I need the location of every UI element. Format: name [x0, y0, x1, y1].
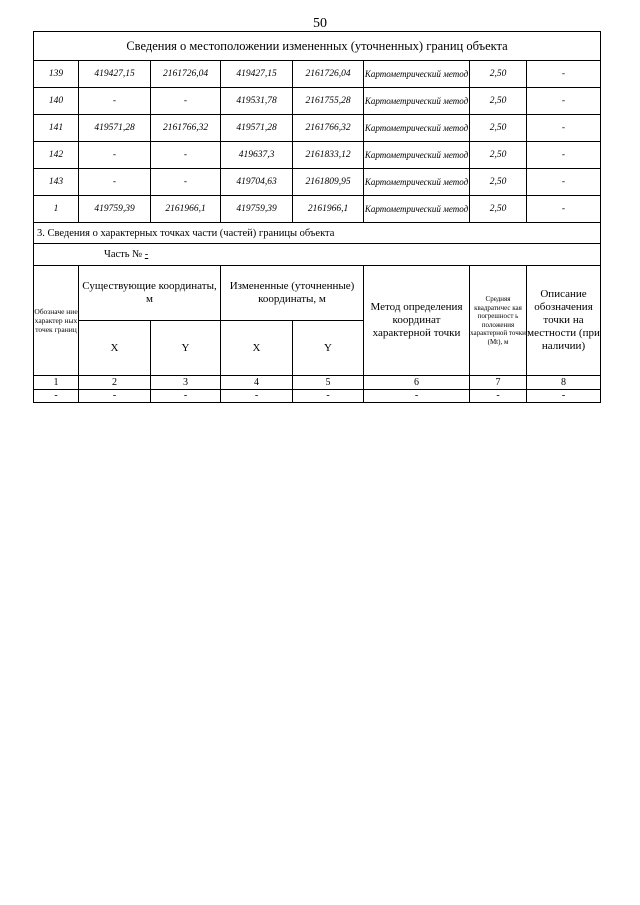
- existing-x-cell: -: [79, 88, 151, 115]
- empty-cell: -: [293, 390, 364, 403]
- mt-value-cell: 2,50: [470, 115, 527, 142]
- empty-data-row: [34, 390, 601, 403]
- description-cell: -: [527, 169, 601, 196]
- header-x-changed: X: [221, 321, 293, 376]
- empty-cell: -: [151, 390, 221, 403]
- method-cell: Картометрический метод: [364, 142, 470, 169]
- description-cell: -: [527, 142, 601, 169]
- header-designation: Обозначе ние характер ных точек границ: [34, 266, 79, 376]
- changed-y-cell: 2161755,28: [293, 88, 364, 115]
- empty-cell: -: [470, 390, 527, 403]
- changed-y-cell: 2161966,1: [293, 196, 364, 223]
- column-number: 3: [151, 376, 221, 390]
- part-label: Часть №: [104, 249, 143, 260]
- existing-y-cell: 2161966,1: [151, 196, 221, 223]
- mt-value-cell: 2,50: [470, 169, 527, 196]
- header-method: Метод определения координат характерной точки: [364, 266, 470, 376]
- changed-x-cell: 419759,39: [221, 196, 293, 223]
- mt-value-cell: 2,50: [470, 142, 527, 169]
- mt-value-cell: 2,50: [470, 88, 527, 115]
- column-number: 4: [221, 376, 293, 390]
- existing-y-cell: -: [151, 142, 221, 169]
- mt-value-cell: 2,50: [470, 61, 527, 88]
- changed-x-cell: 419704,63: [221, 169, 293, 196]
- section-title: Сведения о местоположении измененных (уточненных) границ объекта: [34, 32, 601, 61]
- method-cell: Картометрический метод: [364, 88, 470, 115]
- table-row: [34, 196, 601, 223]
- existing-x-cell: 419427,15: [79, 61, 151, 88]
- point-number-cell: 142: [34, 142, 79, 169]
- method-cell: Картометрический метод: [364, 115, 470, 142]
- changed-x-cell: 419427,15: [221, 61, 293, 88]
- description-cell: -: [527, 115, 601, 142]
- column-number: 2: [79, 376, 151, 390]
- header-y-existing: Y: [151, 321, 221, 376]
- column-number: 6: [364, 376, 470, 390]
- part-number-row: [34, 244, 601, 266]
- empty-cell: -: [79, 390, 151, 403]
- point-number-cell: 1: [34, 196, 79, 223]
- empty-cell: -: [34, 390, 79, 403]
- existing-y-cell: 2161726,04: [151, 61, 221, 88]
- point-number-cell: 143: [34, 169, 79, 196]
- column-number: 8: [527, 376, 601, 390]
- point-number-cell: 139: [34, 61, 79, 88]
- existing-y-cell: 2161766,32: [151, 115, 221, 142]
- empty-cell: -: [221, 390, 293, 403]
- changed-x-cell: 419531,78: [221, 88, 293, 115]
- empty-cell: -: [527, 390, 601, 403]
- page-number: 50: [313, 16, 327, 31]
- changed-y-cell: 2161766,32: [293, 115, 364, 142]
- point-number-cell: 141: [34, 115, 79, 142]
- column-numbers-row: [34, 376, 601, 390]
- empty-cell: -: [364, 390, 470, 403]
- point-number-cell: 140: [34, 88, 79, 115]
- mt-value-cell: 2,50: [470, 196, 527, 223]
- existing-y-cell: -: [151, 169, 221, 196]
- boundary-table: [33, 31, 601, 403]
- table-row: [34, 169, 601, 196]
- method-cell: Картометрический метод: [364, 196, 470, 223]
- part-value: -: [144, 249, 149, 260]
- table-row: [34, 115, 601, 142]
- header-x-existing: X: [79, 321, 151, 376]
- changed-y-cell: 2161833,12: [293, 142, 364, 169]
- existing-x-cell: -: [79, 142, 151, 169]
- header-y-changed: Y: [293, 321, 364, 376]
- existing-x-cell: 419759,39: [79, 196, 151, 223]
- method-cell: Картометрический метод: [364, 61, 470, 88]
- header-changed-coords: Измененные (уточненные) координаты, м: [221, 266, 364, 321]
- column-number: 1: [34, 376, 79, 390]
- changed-y-cell: 2161809,95: [293, 169, 364, 196]
- method-cell: Картометрический метод: [364, 169, 470, 196]
- column-number: 7: [470, 376, 527, 390]
- table-row: [34, 88, 601, 115]
- existing-y-cell: -: [151, 88, 221, 115]
- table-row: [34, 142, 601, 169]
- changed-x-cell: 419637,3: [221, 142, 293, 169]
- table-row: [34, 61, 601, 88]
- existing-x-cell: -: [79, 169, 151, 196]
- section3-title: 3. Сведения о характерных точках части (частей) границы объекта: [34, 223, 601, 244]
- existing-x-cell: 419571,28: [79, 115, 151, 142]
- changed-x-cell: 419571,28: [221, 115, 293, 142]
- description-cell: -: [527, 88, 601, 115]
- changed-y-cell: 2161726,04: [293, 61, 364, 88]
- description-cell: -: [527, 196, 601, 223]
- description-cell: -: [527, 61, 601, 88]
- header-existing-coords: Существующие координаты, м: [79, 266, 221, 321]
- column-number: 5: [293, 376, 364, 390]
- header-description: Описание обозначения точки на местности (при наличии): [527, 266, 601, 376]
- header-mt: Средняя квадратичес кая погрешност ь положения характерной точки (Mt), м: [470, 266, 527, 376]
